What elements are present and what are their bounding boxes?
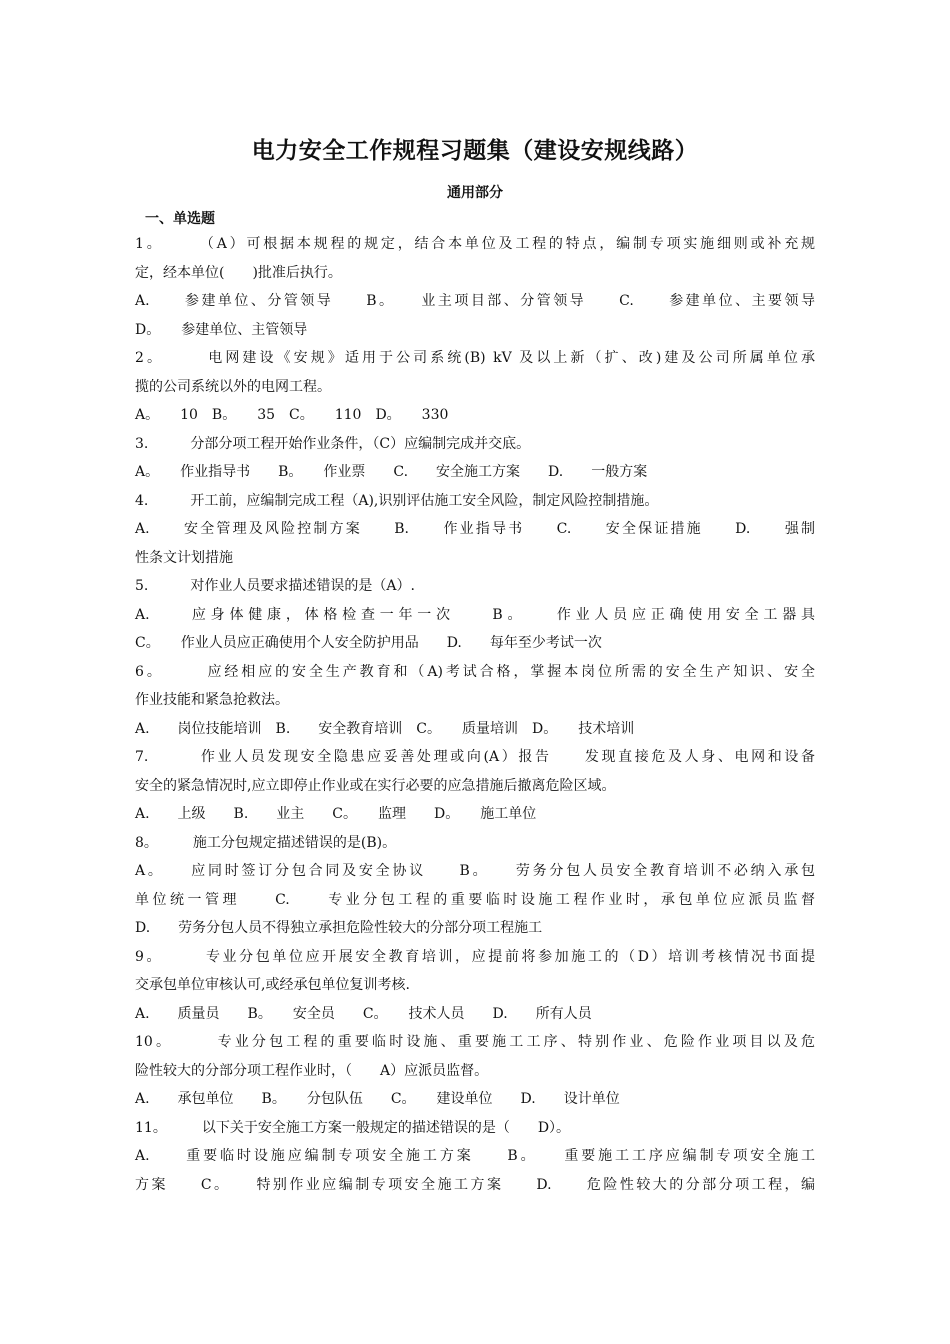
text-line: C。 作业人员应正确使用个人安全防护用品 D. 每年至少考试一次	[135, 635, 602, 651]
text-line: A。 应同时签订分包合同及安全协议 B。 劳务分包人员安全教育培训不必纳入承包	[135, 863, 815, 879]
text-line: A. 参建单位、分管领导 B。 业主项目部、分管领导 C. 参建单位、主要领导	[135, 293, 815, 309]
text-line: A. 应身体健康，体格检查一年一次 B。 作业人员应正确使用安全工器具	[135, 607, 815, 623]
text-line: A. 岗位技能培训 B. 安全教育培训 C。 质量培训 D。 技术培训	[135, 721, 635, 737]
text-line: 2。 电网建设《安规》适用于公司系统(B) kV 及以上新（扩、改)建及公司所属单位承	[135, 350, 815, 366]
text-line: A. 安全管理及风险控制方案 B. 作业指导书 C. 安全保证措施 D. 强制	[135, 521, 815, 537]
text-line: D。 参建单位、主管领导	[135, 322, 308, 338]
text-line: 方案 C。 特别作业应编制专项安全施工方案 D. 危险性较大的分部分项工程，编	[135, 1177, 815, 1193]
text-line: 3. 分部分项工程开始作业条件，（C）应编制完成并交底。	[135, 436, 531, 452]
text-line: A. 质量员 B。 安全员 C。 技术人员 D. 所有人员	[135, 1006, 592, 1022]
text-line: 1。 （A）可根据本规程的规定，结合本单位及工程的特点，编制专项实施细则或补充规	[135, 236, 815, 252]
text-line: 作业技能和紧急抢救法。	[135, 692, 289, 708]
text-line: 4. 开工前，应编制完成工程（A),识别评估施工安全风险，制定风险控制措施。	[135, 493, 659, 509]
text-line: 定，经本单位( )批准后执行。	[135, 265, 342, 281]
text-line: 安全的紧急情况时,应立即停止作业或在实行必要的应急措施后撤离危险区域。	[135, 778, 616, 794]
text-line: 7. 作业人员发现安全隐患应妥善处理或向(A）报告 发现直接危及人身、电网和设备	[135, 749, 815, 765]
section-heading: 一、单选题	[145, 211, 215, 227]
text-line: A。 10 B。 35 C。 110 D。 330	[135, 407, 449, 423]
text-line: 11。 以下关于安全施工方案一般规定的描述错误的是（ D）。	[135, 1120, 571, 1136]
text-line: D. 劳务分包人员不得独立承担危险性较大的分部分项工程施工	[135, 920, 543, 936]
text-line: A. 上级 B. 业主 C。 监理 D。 施工单位	[135, 806, 537, 822]
text-line: 险性较大的分部分项工程作业时，（ A）应派员监督。	[135, 1063, 489, 1079]
text-line: 9。 专业分包单位应开展安全教育培训，应提前将参加施工的（D）培训考核情况书面提	[135, 949, 815, 965]
text-line: A. 重要临时设施应编制专项安全施工方案 B。 重要施工工序应编制专项安全施工	[135, 1148, 815, 1164]
text-line: A。 作业指导书 B。 作业票 C. 安全施工方案 D. 一般方案	[135, 464, 648, 480]
text-line: A. 承包单位 B。 分包队伍 C。 建设单位 D. 设计单位	[135, 1091, 620, 1107]
text-line: 性条文计划措施	[135, 550, 233, 566]
text-line: 单位统一管理 C. 专业分包工程的重要临时设施工程作业时，承包单位应派员监督	[135, 892, 815, 908]
text-line: 揽的公司系统以外的电网工程。	[135, 379, 331, 395]
text-line: 10。 专业分包工程的重要临时设施、重要施工工序、特别作业、危险作业项目以及危	[135, 1034, 815, 1050]
text-line: 8。 施工分包规定描述错误的是(B)。	[135, 835, 397, 851]
text-line: 6。 应经相应的安全生产教育和（A)考试合格，掌握本岗位所需的安全生产知识、安全	[135, 664, 815, 680]
text-line: 交承包单位审核认可,或经承包单位复训考核.	[135, 977, 410, 993]
document-title: 电力安全工作规程习题集（建设安规线路）	[251, 138, 699, 164]
text-line: 5. 对作业人员要求描述错误的是（A）.	[135, 578, 415, 594]
document-subtitle: 通用部分	[447, 185, 503, 201]
